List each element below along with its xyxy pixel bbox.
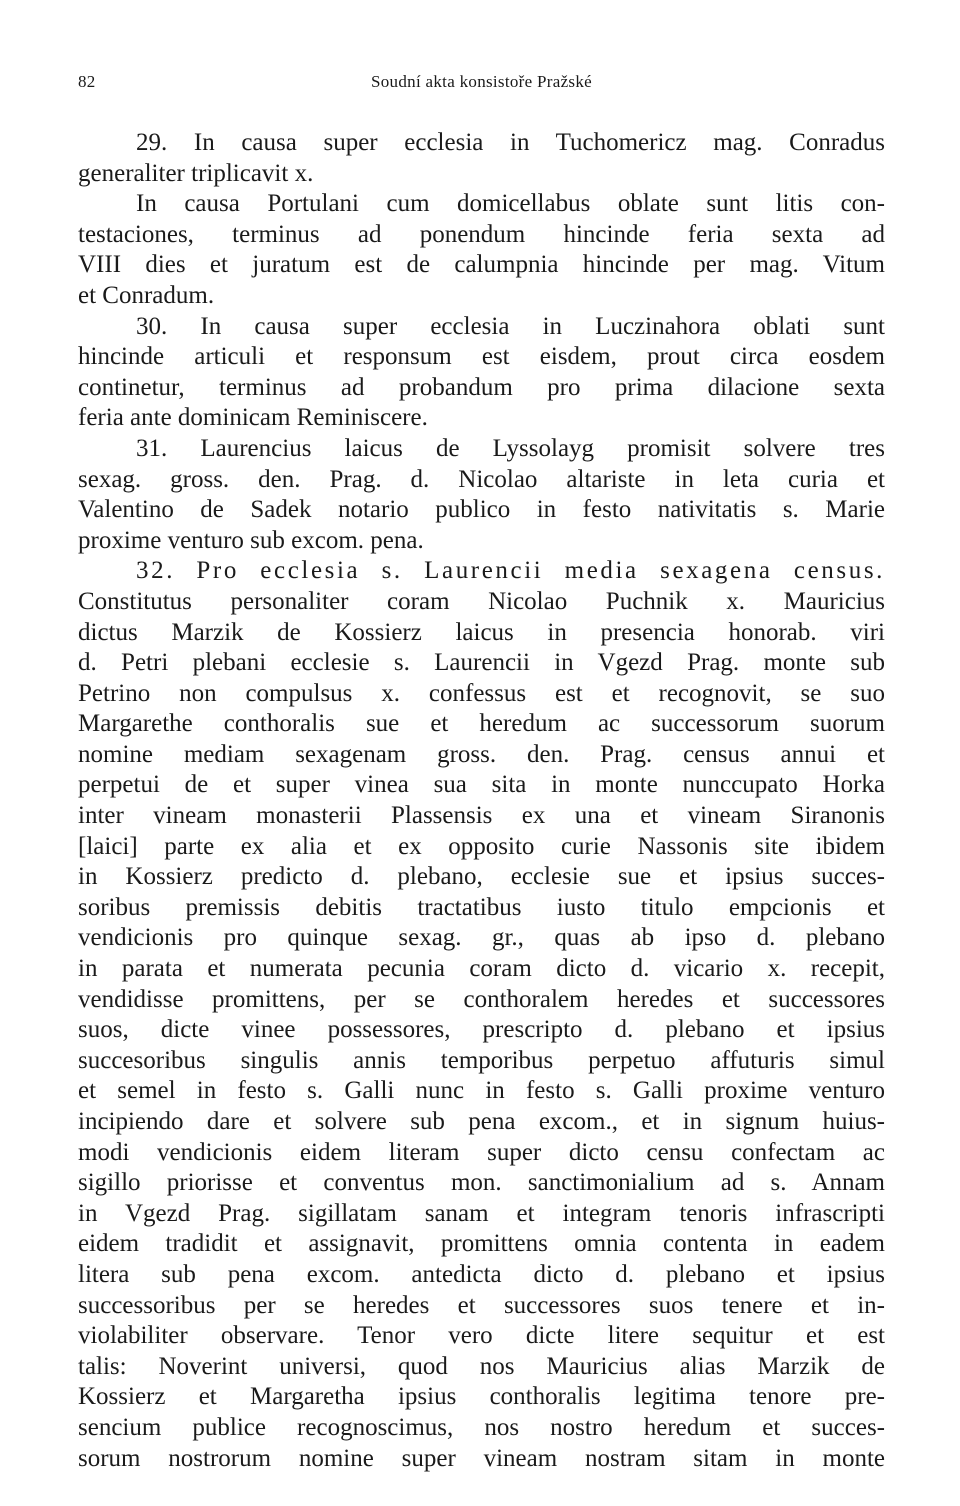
text-line: modi vendicionis eidem literam super dicto censu confectam ac [78,1138,885,1166]
text-line: sexag. gross. den. Prag. d. Nicolao altariste in leta curia et [78,465,885,493]
text-line: d. Petri plebani ecclesie s. Laurencii in Vgezd Prag. monte sub [78,649,885,677]
text-line: [laici] parte ex alia et ex opposito curie Nassonis site ibidem [78,832,885,860]
page-number: 82 [78,72,96,91]
text-line: in parata et numerata pecunia coram dicto d. vicario x. recepit, [78,955,885,983]
text-line: Valentino de Sadek notario publico in festo nativitatis s. Marie [78,496,885,524]
text-line: In causa Portulani cum domicellabus oblate sunt litis con- [136,190,885,218]
text-line: incipiendo dare et solvere sub pena excom., et in signum huius- [78,1108,885,1135]
text-line: suos, dicte vinee possessores, prescripto d. plebano et ipsius [78,1016,885,1044]
text-line: vendidisse promittens, per se conthoralem heredes et successores [78,985,885,1013]
text-line: proxime venturo sub excom. pena. [78,526,424,554]
text-line: 29. In causa super ecclesia in Tuchomericz mag. Conradus [136,129,885,156]
text-line: inter vineam monasterii Plassensis ex una et vineam Siranonis [78,802,885,830]
text-line: talis: Noverint universi, quod nos Mauricius alias Marzik de [78,1352,885,1380]
text-line: et semel in festo s. Galli nunc in festo s. Galli proxime venturo [78,1077,885,1105]
text-line: 31. Laurencius laicus de Lyssolayg promisit solvere tres [136,434,885,462]
text-line: Margarethe conthoralis sue et heredum ac successorum suorum [78,710,885,738]
body-text [78,128,885,1474]
text-line: 30. In causa super ecclesia in Luczinahora oblati sunt [136,312,885,340]
text-line: Petrino non compulsus x. confessus est et recognovit, se suo [78,679,885,707]
text-line: perpetui de et super vinea sua sita in monte nunccupato Horka [78,771,885,799]
text-line: VIII dies et juratum est de calumpnia hincinde per mag. Vitum [78,251,885,279]
text-line: eidem tradidit et assignavit, promittens omnia contenta in eadem [78,1230,885,1258]
running-head [78,72,885,98]
text-line: violabiliter observare. Tenor vero dicte litere sequitur et est [78,1322,885,1350]
text-line: feria ante dominicam Reminiscere. [78,404,428,432]
text-line: nomine mediam sexagenam gross. den. Prag. census annui et [78,740,885,768]
text-line: et Conradum. [78,281,215,309]
text-line: Kossierz et Margaretha ipsius conthoralis legitima tenore pre- [78,1383,885,1411]
text-line: succesoribus singulis annis temporibus perpetuo affuturis simul [78,1046,885,1074]
text-line: in Kossierz predicto d. plebano, ecclesie sue et ipsius succes- [78,863,885,891]
text-line: vendicionis pro quinque sexag. gr., quas ab ipso d. plebano [78,924,885,952]
text-line: litera sub pena excom. antedicta dicto d. plebano et ipsius [78,1260,885,1288]
text-line: successoribus per se heredes et successores suos tenere et in- [78,1291,885,1319]
text-line: soribus premissis debitis tractatibus iusto titulo empcionis et [78,893,885,921]
text-line: sigillo priorisse et conventus mon. sanctimonialium ad s. Annam [78,1169,885,1197]
section-heading-line: 32. Pro ecclesia s. Laurencii media sexagena census. [136,557,885,585]
text-line: continetur, terminus ad probandum pro prima dilacione sexta [78,373,885,401]
text-line: sorum nostrorum nomine super vineam nostram sitam in monte [78,1444,885,1472]
running-title: Soudní akta konsistoře Pražské [371,72,592,91]
text-line: dictus Marzik de Kossierz laicus in presencia honorab. viri [78,618,885,646]
text-line: generaliter triplicavit x. [78,159,314,187]
text-line: testaciones, terminus ad ponendum hincinde feria sexta ad [78,220,885,248]
text-line: Constitutus personaliter coram Nicolao Puchnik x. Mauricius [78,587,885,615]
text-line: in Vgezd Prag. sigillatam sanam et integram tenoris infrascripti [78,1199,885,1227]
text-line: sencium publice recognoscimus, nos nostro heredum et succes- [78,1413,885,1441]
text-line: hincinde articuli et responsum est eisdem, prout circa eosdem [78,343,885,371]
